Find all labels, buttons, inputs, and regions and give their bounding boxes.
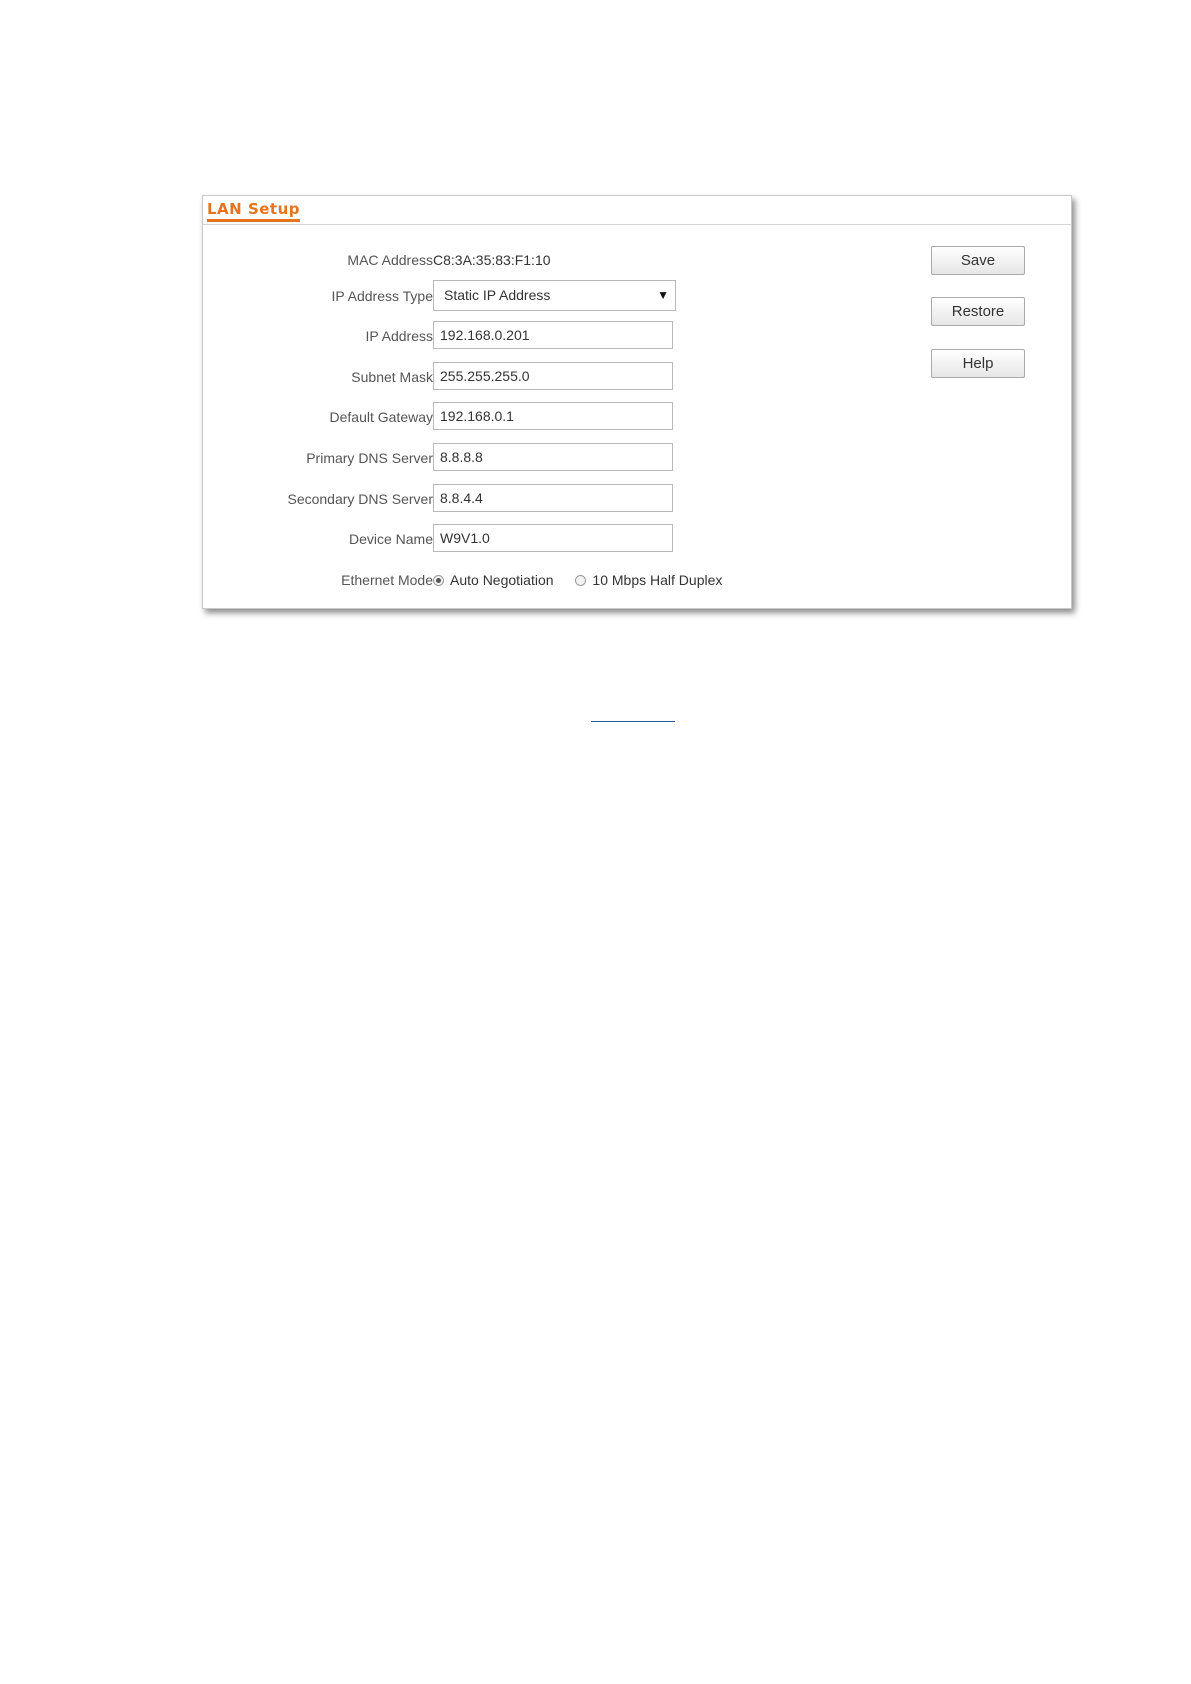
subnet-mask-input[interactable] (433, 362, 673, 390)
panel-title: LAN Setup (207, 200, 300, 222)
radio-unchecked-icon[interactable] (575, 575, 586, 586)
radio-auto-negotiation[interactable] (433, 564, 554, 596)
panel-header (203, 196, 1071, 225)
dns2-label: Secondary DNS Server (287, 491, 433, 507)
default-gateway-input[interactable] (433, 402, 673, 430)
dns1-label: Primary DNS Server (306, 450, 433, 466)
ip-type-label: IP Address Type (331, 288, 433, 304)
ip-type-row (203, 280, 763, 312)
lan-setup-panel (202, 195, 1072, 609)
radio-checked-icon[interactable] (433, 575, 444, 586)
radio-10mbps-half-duplex[interactable] (575, 564, 722, 596)
ethernet-mode-label: Ethernet Mode (341, 572, 433, 588)
save-button[interactable]: Save (931, 246, 1025, 275)
ip-address-input[interactable] (433, 321, 673, 349)
device-label: Device Name (348, 531, 433, 547)
dropdown-arrow-icon: ▼ (657, 288, 669, 302)
dns2-row (203, 483, 763, 515)
gateway-row (203, 401, 763, 433)
help-button[interactable]: Help (931, 349, 1025, 378)
mac-row (203, 244, 763, 276)
ip-row (203, 320, 763, 352)
radio-10mbps-label: 10 Mbps Half Duplex (592, 572, 723, 588)
mac-label: MAC Address (347, 252, 433, 268)
ip-type-select[interactable] (433, 280, 676, 311)
device-row (203, 523, 763, 555)
mac-value: C8:3A:35:83:F1:10 (433, 252, 551, 268)
dns1-row (203, 442, 763, 474)
link-underline[interactable] (591, 721, 675, 722)
ip-label: IP Address (365, 328, 433, 344)
ethernet-mode-row (203, 564, 763, 596)
device-name-input[interactable] (433, 524, 673, 552)
radio-auto-label: Auto Negotiation (450, 572, 554, 588)
primary-dns-input[interactable] (433, 443, 673, 471)
ip-type-selected: Static IP Address (444, 287, 551, 303)
mask-label: Subnet Mask (351, 369, 433, 385)
secondary-dns-input[interactable] (433, 484, 673, 512)
ethernet-mode-radios (433, 564, 740, 596)
restore-button[interactable]: Restore (931, 297, 1025, 326)
gateway-label: Default Gateway (329, 409, 433, 425)
mask-row (203, 361, 763, 393)
